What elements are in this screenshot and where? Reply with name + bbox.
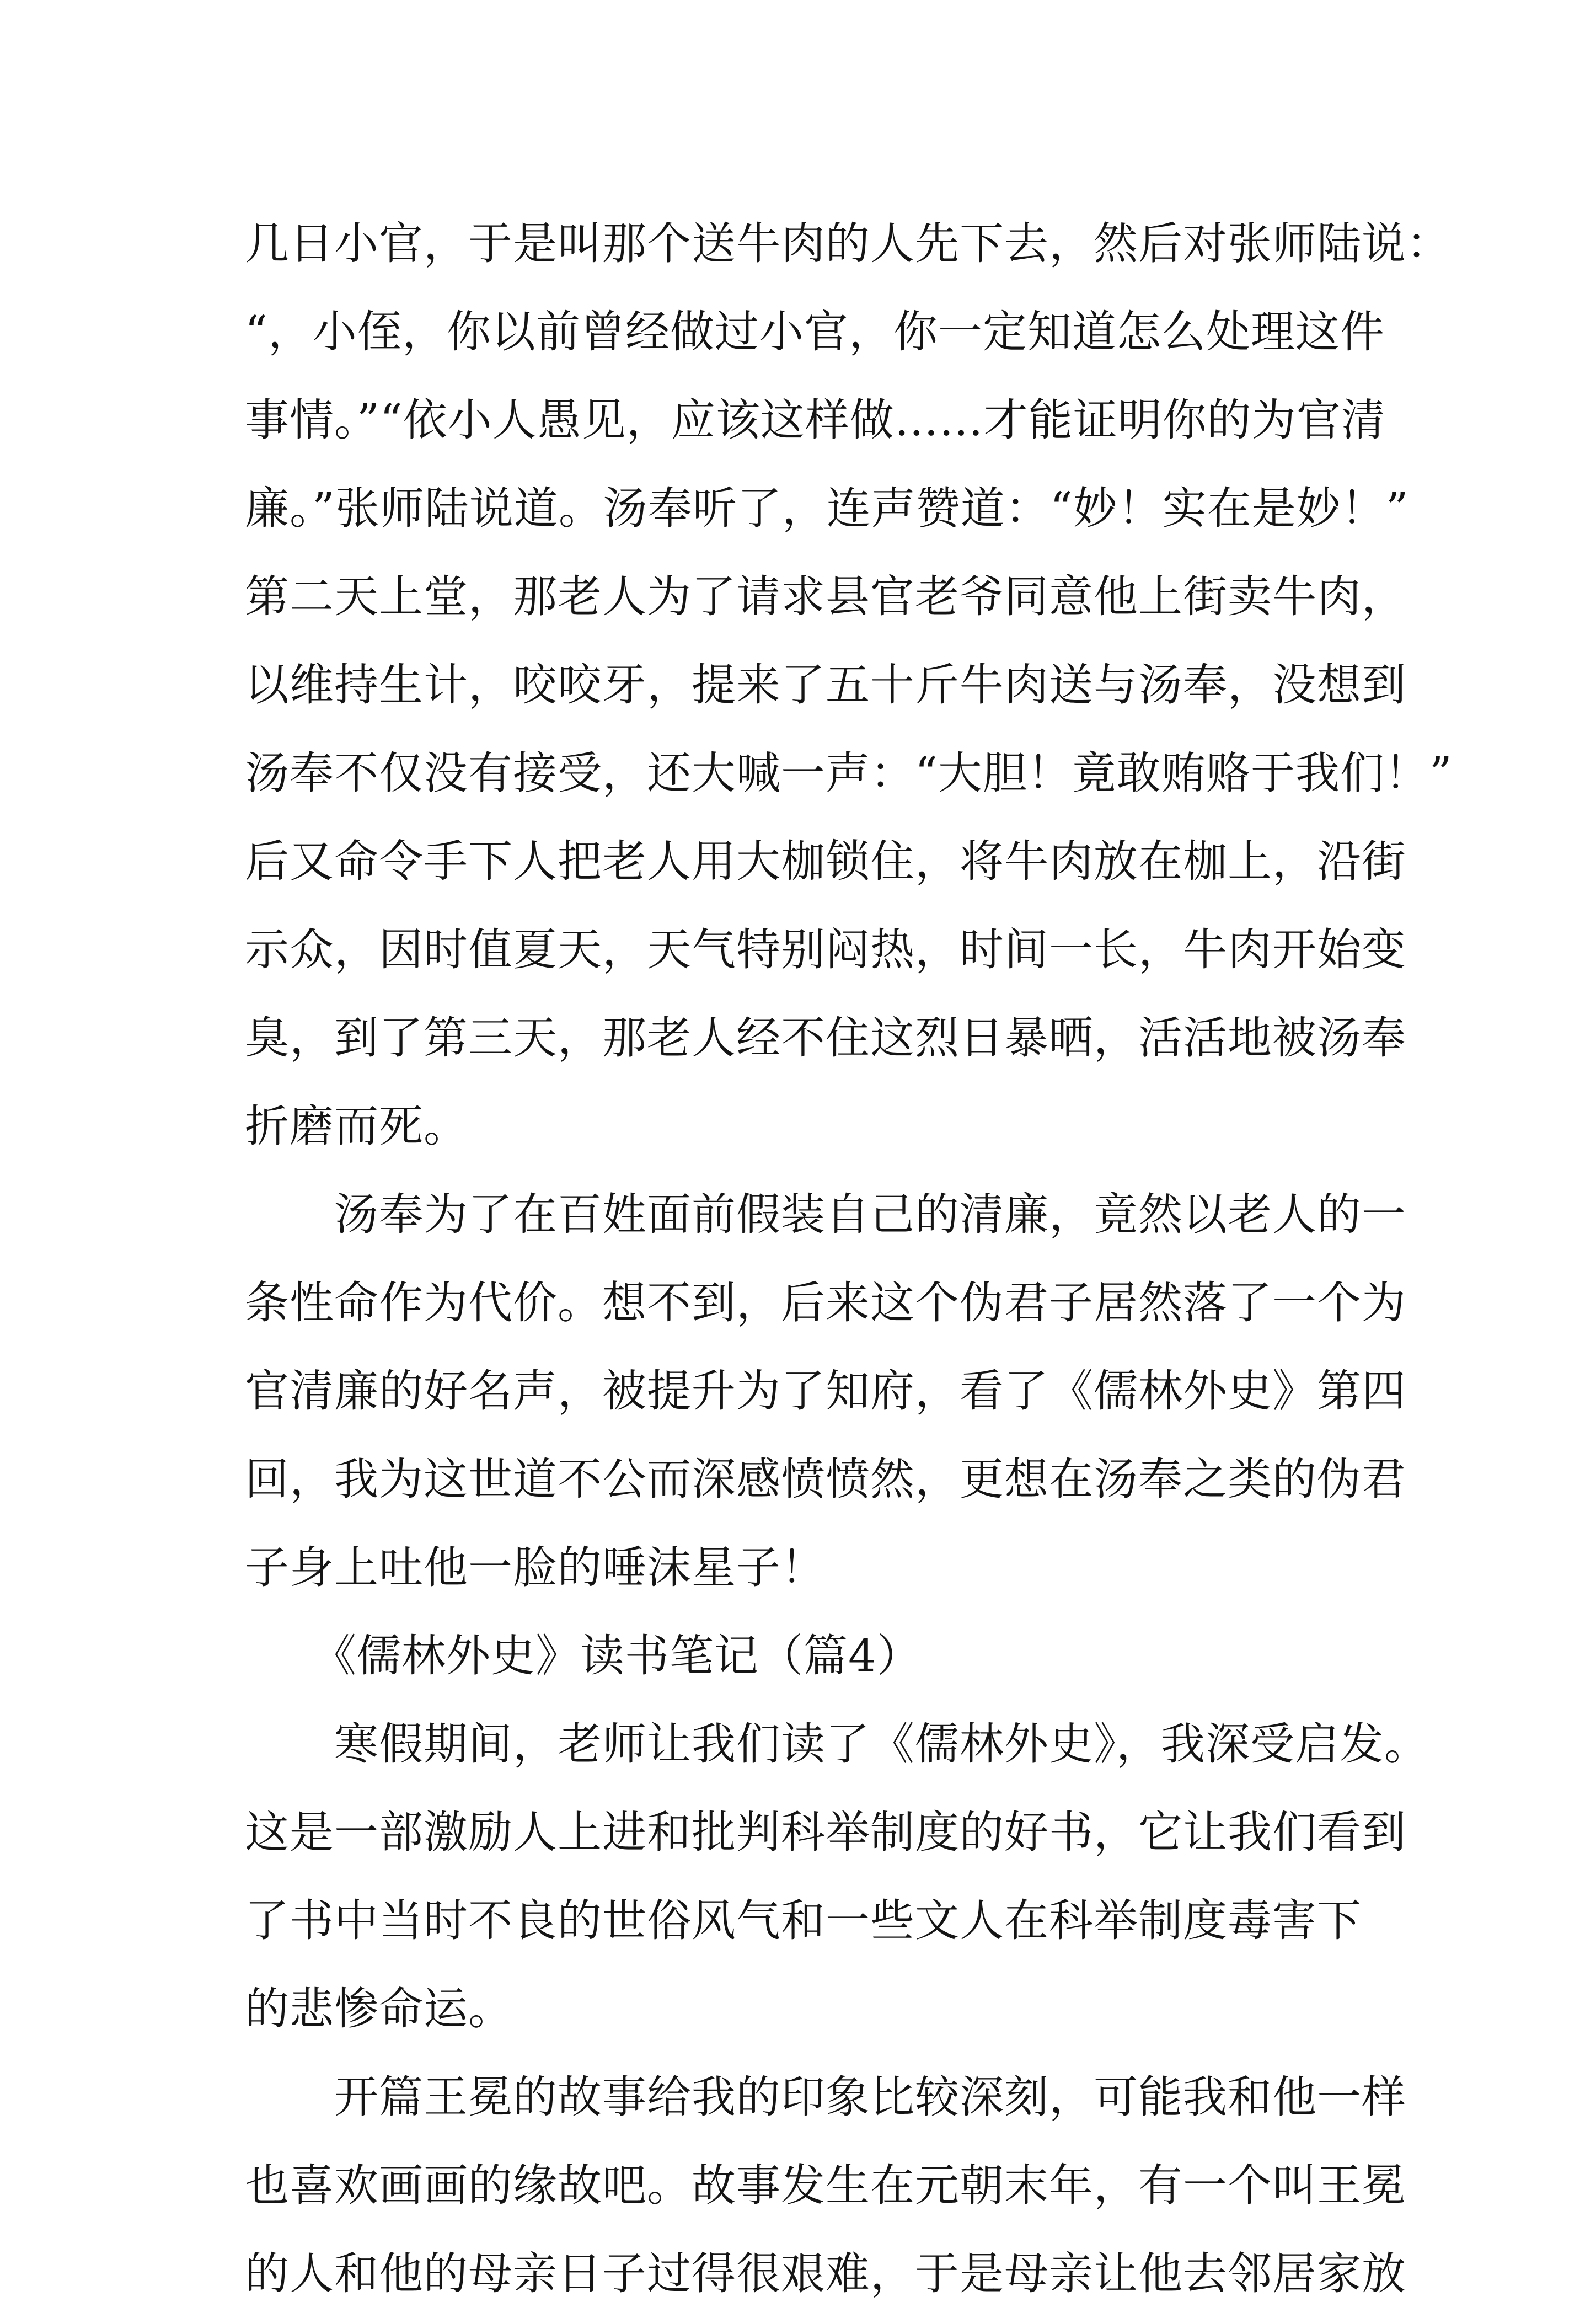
text-line: 条性命作为代价。想不到，后来这个伪君子居然落了一个为: [245, 1277, 1406, 1328]
text-line: “，小侄，你以前曾经做过小官，你一定知道怎么处理这件: [245, 306, 1385, 357]
paragraph-start-line: 汤奉为了在百姓面前假装自己的清廉，竟然以老人的一: [245, 1189, 1406, 1240]
text-line: 臭，到了第三天，那老人经不住这烈日暴晒，活活地被汤奉: [245, 1012, 1406, 1064]
text-line: 汤奉不仅没有接受，还大喊一声：“大胆！竟敢贿赂于我们！”: [245, 747, 1453, 799]
text-line: 几日小官，于是叫那个送牛肉的人先下去，然后对张师陆说：: [245, 218, 1451, 269]
text-line: 廉。”张师陆说道。汤奉听了，连声赞道：“妙！实在是妙！”: [245, 483, 1409, 534]
text-line: 官清廉的好名声，被提升为了知府，看了《儒林外史》第四: [245, 1365, 1406, 1417]
section-heading: 《儒林外史》读书笔记（篇4）: [245, 1630, 922, 1681]
text-line: 回，我为这世道不公而深感愤愤然，更想在汤奉之类的伪君: [245, 1454, 1406, 1505]
paragraph-start-line: 寒假期间，老师让我们读了《儒林外史》，我深受启发。: [245, 1718, 1429, 1770]
text-line: 折磨而死。: [245, 1101, 468, 1152]
text-line: 示众，因时值夏天，天气特别闷热，时间一长，牛肉开始变: [245, 924, 1406, 975]
text-line: 子身上吐他一脸的唾沫星子！: [245, 1542, 826, 1593]
text-line: 了书中当时不良的世俗风气和一些文人在科举制度毒害下: [245, 1895, 1362, 1946]
text-line: 第二天上堂，那老人为了请求县官老爷同意他上街卖牛肉，: [245, 571, 1406, 622]
text-line: 的人和他的母亲日子过得很艰难，于是母亲让他去邻居家放: [245, 2248, 1406, 2299]
paragraph-start-line: 开篇王冕的故事给我的印象比较深刻，可能我和他一样: [245, 2071, 1406, 2123]
text-line: 后又命令手下人把老人用大枷锁住，将牛肉放在枷上，沿街: [245, 836, 1406, 887]
text-line: 事情。”“依小人愚见，应该这样做……才能证明你的为官清: [245, 394, 1386, 446]
text-line: 也喜欢画画的缘故吧。故事发生在元朝末年，有一个叫王冕: [245, 2160, 1406, 2211]
text-line: 这是一部激励人上进和批判科举制度的好书，它让我们看到: [245, 1807, 1406, 1858]
text-line: 以维持生计，咬咬牙，提来了五十斤牛肉送与汤奉，没想到: [245, 659, 1406, 711]
document-body: [245, 200, 1453, 2318]
text-line: 的悲惨命运。: [245, 1983, 513, 2034]
